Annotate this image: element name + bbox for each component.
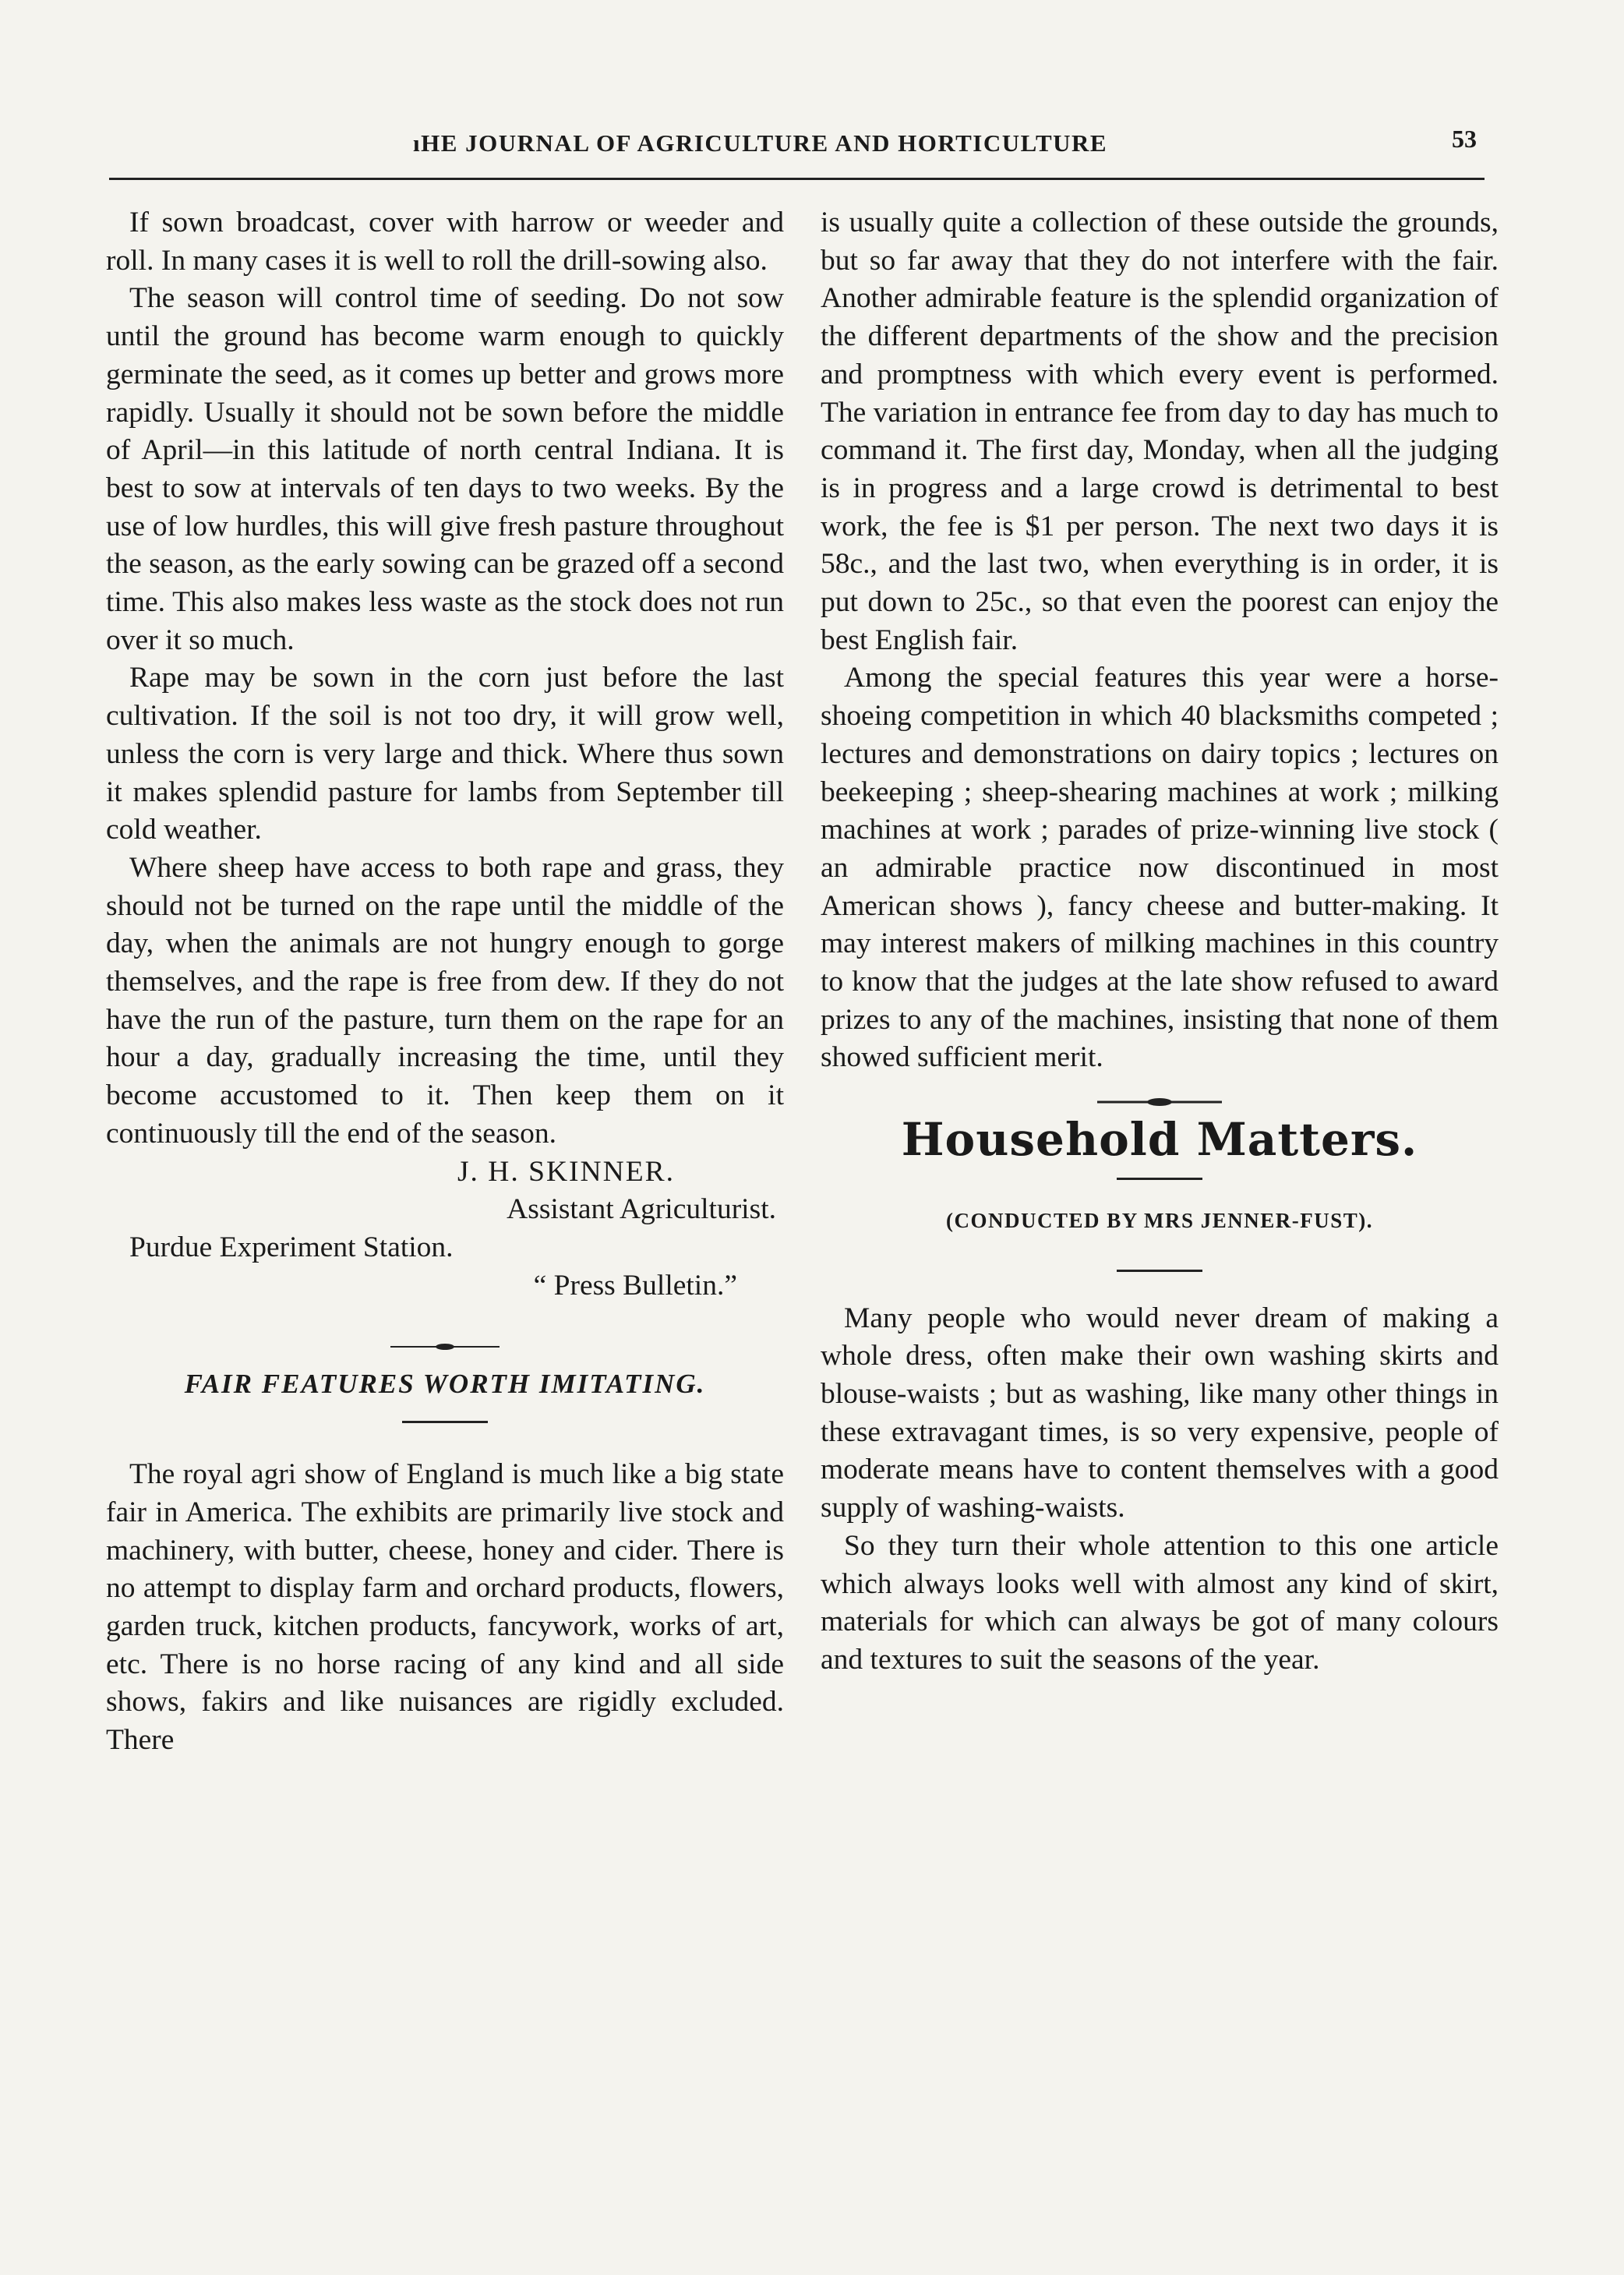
- ornament-divider: [1089, 1094, 1230, 1110]
- paragraph: Many people who would never dream of making a whole dress, often make their own washing skirts and blouse-waists ; but as washing, like many other things in these extravagant times, is so very expensive, people of moderate means have to content themselves with a good supply of washing-waists.: [821, 1302, 1499, 1524]
- paragraph: is usually quite a collection of these outside the grounds, but so far away that they do not interfere with the fair. Another admirable feature is the splendid organization of the different departments of the show and the precision and promptness with which every event is performed. The variation in entrance fee from day to day has much to command it. The first day, Monday, when all the judging is in progress and a large crowd is detrimental to best work, the fee is $1 per person. The next two days it is 58c., and the last two, when everything is in order, it is put down to 25c., so that even the poorest can enjoy the best English fair.: [821, 207, 1499, 656]
- article-title: FAIR FEATURES WORTH IMITATING.: [184, 1369, 706, 1400]
- left-column: [106, 204, 784, 1760]
- byline: (CONDUCTED BY MRS JENNER-FUST).: [945, 1208, 1374, 1232]
- paragraph: Among the special features this year were a horse-shoeing competition in which 40 blacksmiths competed ; lectures and demonstrations on dairy topics ; lectures on beekeeping ; sheep-shearing machines at work ; milking machines at work ; parades of prize-winning live stock ( an admirable practice now discontinued in most American shows ), fancy cheese and butter-making. It may interest makers of milking machines in this country to know that the judges at the late show refused to award prizes to any of the machines, insisting that none of them showed sufficient merit.: [821, 662, 1499, 1074]
- paragraph: Rape may be sown in the corn just before the last cultivation. If the soil is not too dry, it will grow well, unless the corn is very large and thick. Where thus sown it makes splendid pasture for lambs from September till cold weather.: [106, 662, 784, 846]
- signature-source: “ Press Bulletin.”: [533, 1269, 737, 1302]
- page-number: 53: [1452, 125, 1477, 153]
- header-rule: [109, 178, 1485, 180]
- running-header: [109, 123, 1485, 170]
- paragraph: The season will control time of seeding. Do not sow until the ground has become warm enough to quickly germinate the seed, as it comes up better and grows more rapidly. Usually it should not be sown before the middle of April—in this latitude of north central Indiana. It is best to sow at intervals of ten days to two weeks. By the use of low hurdles, this will give fresh pasture throughout the season, as the early sowing can be grazed off a second time. This also makes less waste as the stock does not run over it so much.: [106, 282, 784, 656]
- section-title: Household Matters.: [901, 1113, 1418, 1167]
- signature-station: Purdue Experiment Station.: [129, 1231, 454, 1263]
- paragraph: Where sheep have access to both rape and grass, they should not be turned on the rape until the middle of the day, when the animals are not hungry enough to gorge themselves, and the rape is free from dew. If they do not have the run of the pasture, turn them on the rape for an hour a day, gradually increasing the time, until they become accustomed to it. Then keep them on it continuously till the end of the season.: [106, 851, 784, 1150]
- journal-title: ıHE JOURNAL OF AGRICULTURE AND HORTICULTURE: [413, 129, 1108, 157]
- title-rule: [1117, 1178, 1202, 1180]
- paragraph: If sown broadcast, cover with harrow or weeder and roll. In many cases it is well to roll the drill-sowing also.: [106, 207, 784, 277]
- right-column: [821, 204, 1499, 1680]
- signature-title: Assistant Agriculturist.: [507, 1193, 776, 1226]
- ornament-divider: [375, 1339, 515, 1355]
- paragraph: So they turn their whole attention to this one article which always looks well with almost any kind of skirt, materials for which can always be got of many colours and textures to suit the seasons of the year.: [821, 1529, 1499, 1676]
- byline-rule: [1117, 1270, 1202, 1272]
- title-rule: [402, 1421, 488, 1423]
- paragraph: The royal agri show of England is much like a big state fair in America. The exhibits are primarily live stock and machinery, with butter, cheese, honey and cider. There is no attempt to display farm and orchard products, flowers, garden truck, kitchen products, fancywork, works of art, etc. There is no horse racing of any kind and all side shows, fakirs and like nuisances are rigidly excluded. There: [106, 1458, 784, 1757]
- signature-name: J. H. SKINNER.: [457, 1155, 675, 1188]
